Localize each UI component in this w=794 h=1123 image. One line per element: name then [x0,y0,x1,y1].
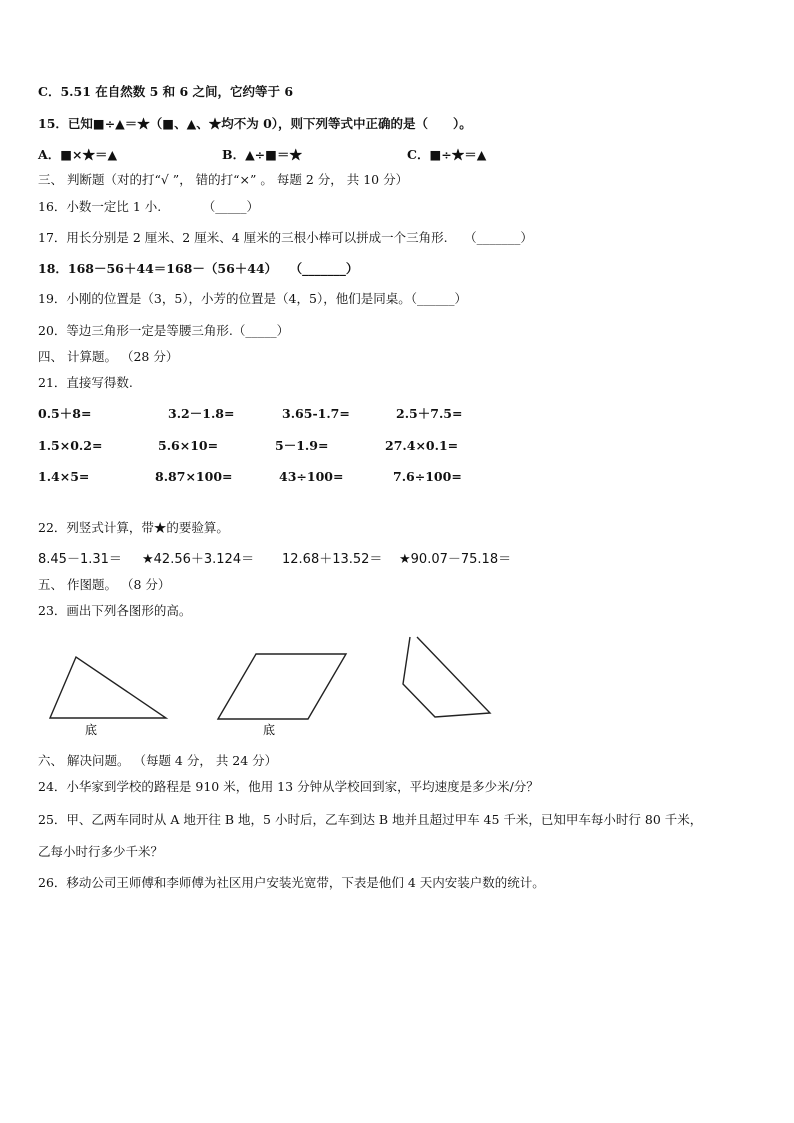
q17-text: 17．用长分别是 2 厘米、2 厘米、4 厘米的三根小棒可以拼成一个三角形. （_______） [38,230,533,245]
q21-cell: 2.5＋7.5= [396,406,463,421]
triangle-figure [50,657,166,737]
q21-cell: 5－1.9= [275,438,329,453]
parallelogram-base-label: 底 [263,723,276,737]
q25-text-line1: 25．甲、乙两车同时从 A 地开往 B 地，5 小时后，乙车到达 B 地并且超过甲车 45 千米，已知甲车每小时行 80 千米， [38,812,703,827]
q18-text: 18．168－56＋44＝168－（56＋44） （_______） [38,261,359,276]
q21-cell: 7.6÷100= [393,469,462,484]
q21-cell: 3.2－1.8= [168,406,235,421]
q22-expr: ★42.56＋3.124＝ [142,552,255,567]
parallelogram-shape [218,654,346,719]
q24-text: 24．小华家到学校的路程是 910 米，他用 13 分钟从学校回到家，平均速度是多少米/分？ [38,779,539,794]
q25-text-line2: 乙每小时行多少千米？ [38,844,164,859]
q22-text: 22．列竖式计算，带★的要验算。 [38,520,229,535]
q20-text: 20．等边三角形一定是等腰三角形.（_____） [38,323,290,338]
q15-option-c: C．■÷★＝▲ [407,147,487,162]
q21-cell: 1.4×5= [38,469,90,484]
section-3-heading: 三、 判断题（对的打“√ ”， 错的打“×” 。 每题 2 分， 共 10 分） [38,172,409,187]
q22-expr: 12.68＋13.52＝ [282,552,383,567]
trapezoid-figure [403,637,490,717]
q22-expr: ★90.07－75.18＝ [399,552,512,567]
section-4-heading: 四、 计算题。 （28 分） [38,349,179,364]
q21-cell: 3.65-1.7= [282,406,350,421]
q15-text: 15．已知■÷▲＝★（■、▲、★均不为 0），则下列等式中正确的是（ ）。 [38,116,472,131]
q14-option-c: C．5.51 在自然数 5 和 6 之间，它约等于 6 [38,84,294,99]
parallelogram-figure [218,654,346,737]
q19-text: 19．小刚的位置是（3，5），小芳的位置是（4，5），他们是同桌。（______） [38,291,467,306]
q21-cell: 5.6×10= [158,438,219,453]
q21-cell: 0.5＋8= [38,406,92,421]
triangle-base-label: 底 [85,723,98,737]
q22-expr: 8.45－1.31＝ [38,552,122,567]
trapezoid-shape [403,637,490,717]
section-5-heading: 五、 作图题。 （8 分） [38,577,171,592]
q15-option-b: B．▲÷■＝★ [222,147,302,162]
triangle-shape [50,657,166,718]
q26-text: 26．移动公司王师傅和李师傅为社区用户安装光宽带，下表是他们 4 天内安装户数的统计。 [38,875,545,890]
q21-cell: 27.4×0.1= [385,438,459,453]
q21-cell: 43÷100= [279,469,344,484]
q21-cell: 1.5×0.2= [38,438,103,453]
q21-text: 21．直接写得数. [38,375,133,390]
q23-text: 23．画出下列各图形的高。 [38,603,192,618]
q21-cell: 8.87×100= [155,469,233,484]
q16-text: 16．小数一定比 1 小. （_____） [38,199,260,214]
section-6-heading: 六、 解决问题。 （每题 4 分， 共 24 分） [38,753,278,768]
q15-option-a: A．■×★＝▲ [38,147,118,162]
